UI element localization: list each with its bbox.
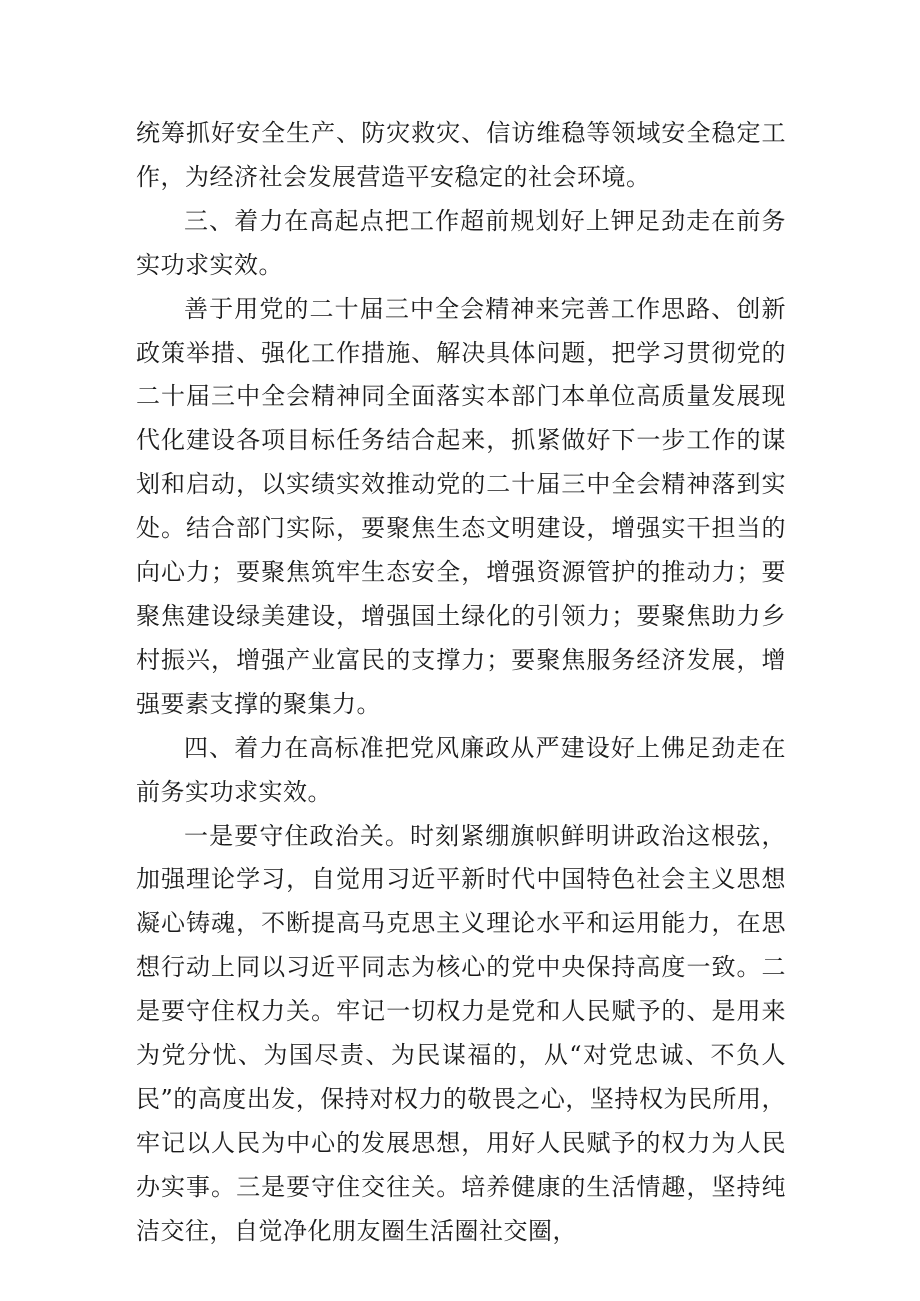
paragraph-section-three-body: 善于用党的二十届三中全会精神来完善工作思路、创新政策举措、强化工作措施、解决具体问题，把学习贯彻党的二十届三中全会精神同全面落实本部门本单位高质量发展现代化建设各项目标任务结合起来，抓紧做好下一步工作的谋划和启动，以实绩实效推动党的二十届三中全会精神落到实处。结合部门实际，要聚焦生态文明建设，增强实干担当的向心力；要聚焦筑牢生态安全，增强资源管护的推动力；要聚焦建设绿美建设，增强国土绿化的引领力；要聚焦助力乡村振兴，增强产业富民的支撑力；要聚焦服务经济发展，增强要素支撑的聚集力。 [136, 294, 786, 718]
paragraph-continuation: 统筹抓好安全生产、防灾救灾、信访维稳等领域安全稳定工作，为经济社会发展营造平安稳定的社会环境。 [136, 119, 786, 191]
paragraph-section-four-body: 一是要守住政治关。时刻紧绷旗帜鲜明讲政治这根弦，加强理论学习，自觉用习近平新时代中国特色社会主义思想凝心铸魂，不断提高马克思主义理论水平和运用能力，在思想行动上同以习近平同志为核心的党中央保持高度一致。二是要守住权力关。牢记一切权力是党和人民赋予的、是用来为党分忧、为国尽责、为民谋福的，从“对党忠诚、不负人民”的高度出发，保持对权力的敬畏之心，坚持权为民所用，牢记以人民为中心的发展思想，用好人民赋予的权力为人民办实事。三是要守住交往关。培养健康的生活情趣，坚持纯洁交往，自觉净化朋友圈生活圈社交圈， [136, 821, 786, 1245]
section-heading-four: 四、着力在高标准把党风廉政从严建设好上佛足劲走在前务实功求实效。 [136, 733, 786, 806]
section-heading-three: 三、着力在高起点把工作超前规划好上钾足劲走在前务实功求实效。 [136, 206, 786, 279]
document-body [136, 112, 786, 1254]
